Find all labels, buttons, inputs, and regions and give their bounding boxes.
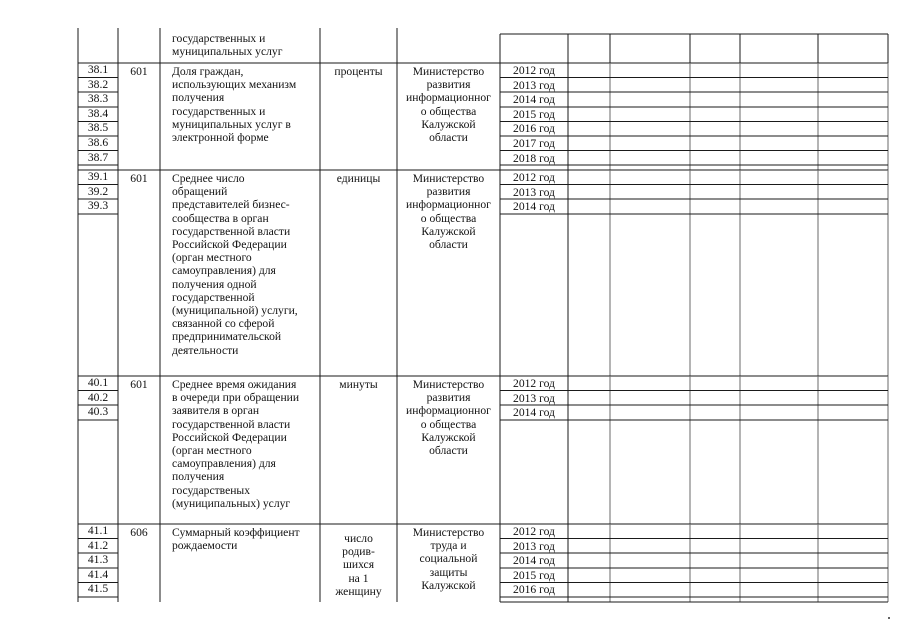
year-cell: 2014 год bbox=[513, 200, 555, 214]
scan-speck bbox=[888, 617, 890, 619]
row-id: 39.3 bbox=[87, 199, 109, 213]
row-id: 38.7 bbox=[87, 150, 109, 164]
org-text-line: труда и bbox=[430, 539, 467, 553]
year-cell: 2016 год bbox=[513, 122, 555, 136]
org-text-line: Министерство bbox=[412, 65, 485, 78]
org-text-line: области bbox=[429, 238, 468, 251]
unit-text-line: проценты bbox=[334, 65, 383, 78]
org-text-line: Калужской bbox=[421, 224, 476, 238]
indicator-text-line: предпринимательской bbox=[172, 330, 282, 344]
year-cell: 2012 год bbox=[513, 171, 555, 184]
year-cell: 2013 год bbox=[513, 391, 555, 405]
org-text-line: о общества bbox=[420, 211, 477, 225]
row-id: 38.6 bbox=[87, 136, 109, 149]
org-text-line: развития bbox=[426, 185, 471, 199]
row-id: 41.1 bbox=[87, 524, 109, 537]
unit-text-line: родив- bbox=[342, 545, 375, 559]
unit-text-line: минуты bbox=[339, 378, 378, 391]
org-text-line: информационног bbox=[406, 198, 491, 212]
row-id: 38.1 bbox=[87, 63, 109, 76]
indicator-text-line: муниципальных услуг bbox=[172, 45, 283, 59]
org-text-line: развития bbox=[426, 391, 471, 405]
indicator-text-line: государственных и bbox=[172, 104, 266, 118]
year-cell: 2012 год bbox=[513, 64, 555, 77]
indicator-text-line: сообщества в орган bbox=[172, 211, 269, 225]
indicator-text-line: государственной власти bbox=[172, 417, 291, 431]
indicator-text-line: Доля граждан, bbox=[172, 65, 244, 78]
indicator-text-line: рождаемости bbox=[172, 539, 238, 553]
row-id: 39.1 bbox=[87, 170, 109, 183]
indicator-text-line: Суммарный коэффициент bbox=[172, 526, 300, 539]
row-id: 41.5 bbox=[87, 582, 109, 596]
unit-text-line: женщину bbox=[335, 584, 382, 598]
org-text-line: Калужской bbox=[421, 430, 476, 444]
indicator-text-line: Российской Федерации bbox=[172, 430, 287, 444]
year-cell: 2014 год bbox=[513, 554, 555, 568]
indicator-text-line: (орган местного bbox=[172, 251, 252, 265]
indicator-text-line: государственной bbox=[172, 290, 255, 304]
org-text-line: о общества bbox=[420, 104, 477, 118]
indicator-text-line: государственых bbox=[172, 483, 251, 497]
indicator-text-line: электронной форме bbox=[172, 131, 269, 144]
indicator-text-line: самоуправления) для bbox=[172, 457, 276, 471]
year-cell: 2013 год bbox=[513, 539, 555, 553]
org-text-line: Калужской bbox=[421, 117, 476, 131]
unit-text-line: единицы bbox=[336, 172, 381, 185]
row-id: 40.3 bbox=[87, 405, 109, 419]
row-id: 41.4 bbox=[87, 567, 109, 581]
org-text-line: Калужской bbox=[421, 578, 476, 592]
org-text-line: области bbox=[429, 131, 468, 144]
okved-code: 601 bbox=[130, 378, 148, 391]
row-id: 41.2 bbox=[87, 538, 109, 552]
indicator-text-line: получения bbox=[172, 91, 225, 105]
row-id: 38.4 bbox=[87, 106, 109, 120]
row-id: 38.3 bbox=[87, 92, 109, 106]
indicator-text-line: Среднее число bbox=[172, 172, 245, 185]
org-text-line: социальной bbox=[419, 552, 478, 566]
indicator-text-line: государственных и bbox=[172, 32, 266, 45]
org-text-line: Министерство bbox=[412, 526, 485, 539]
indicator-text-line: связанной со сферой bbox=[172, 317, 275, 331]
indicator-text-line: заявителя в орган bbox=[172, 404, 260, 418]
org-text-line: области bbox=[429, 444, 468, 457]
org-text-line: развития bbox=[426, 78, 471, 92]
okved-code: 601 bbox=[130, 172, 148, 185]
row-id: 41.3 bbox=[87, 553, 109, 567]
okved-code: 606 bbox=[130, 526, 148, 539]
unit-text-line: на 1 bbox=[348, 571, 369, 585]
indicator-text-line: получения одной bbox=[172, 277, 257, 291]
year-cell: 2016 год bbox=[513, 583, 555, 597]
year-cell: 2015 год bbox=[513, 568, 555, 582]
year-cell: 2018 год bbox=[513, 151, 555, 165]
year-cell: 2014 год bbox=[513, 93, 555, 107]
indicator-text-line: самоуправления) для bbox=[172, 264, 276, 278]
indicator-text-line: (муниципальной) услуги, bbox=[172, 304, 298, 317]
indicator-text-line: в очереди при обращении bbox=[172, 391, 300, 405]
year-cell: 2017 год bbox=[513, 137, 555, 150]
indicator-text-line: (муниципальных) услуг bbox=[172, 496, 291, 510]
year-cell: 2013 год bbox=[513, 78, 555, 92]
indicator-text-line: государственной власти bbox=[172, 224, 291, 238]
indicator-text-line: представителей бизнес- bbox=[172, 198, 290, 212]
org-text-line: Министерство bbox=[412, 172, 485, 185]
row-id: 39.2 bbox=[87, 184, 109, 198]
year-cell: 2012 год bbox=[513, 377, 555, 390]
year-cell: 2014 год bbox=[513, 406, 555, 420]
indicator-text-line: Среднее время ожидания bbox=[172, 378, 297, 391]
unit-text-line: число bbox=[344, 532, 373, 545]
org-text-line: защиты bbox=[429, 565, 468, 579]
year-cell: 2012 год bbox=[513, 525, 555, 538]
org-text-line: информационног bbox=[406, 91, 491, 105]
org-text-line: информационног bbox=[406, 404, 491, 418]
indicator-text-line: деятельности bbox=[172, 343, 239, 357]
unit-text-line: шихся bbox=[342, 558, 375, 572]
indicator-text-line: обращений bbox=[172, 185, 228, 199]
row-id: 38.5 bbox=[87, 121, 109, 135]
row-id: 40.1 bbox=[87, 376, 109, 389]
org-text-line: Министерство bbox=[412, 378, 485, 391]
indicator-text-line: (орган местного bbox=[172, 444, 252, 457]
indicator-text-line: муниципальных услуг в bbox=[172, 117, 291, 131]
row-id: 40.2 bbox=[87, 390, 109, 404]
year-cell: 2013 год bbox=[513, 185, 555, 199]
row-id: 38.2 bbox=[87, 77, 109, 91]
org-text-line: о общества bbox=[420, 417, 477, 431]
indicator-text-line: использующих механизм bbox=[172, 78, 297, 92]
indicator-text-line: получения bbox=[172, 470, 225, 484]
year-cell: 2015 год bbox=[513, 107, 555, 121]
okved-code: 601 bbox=[130, 65, 148, 78]
indicator-text-line: Российской Федерации bbox=[172, 238, 287, 251]
